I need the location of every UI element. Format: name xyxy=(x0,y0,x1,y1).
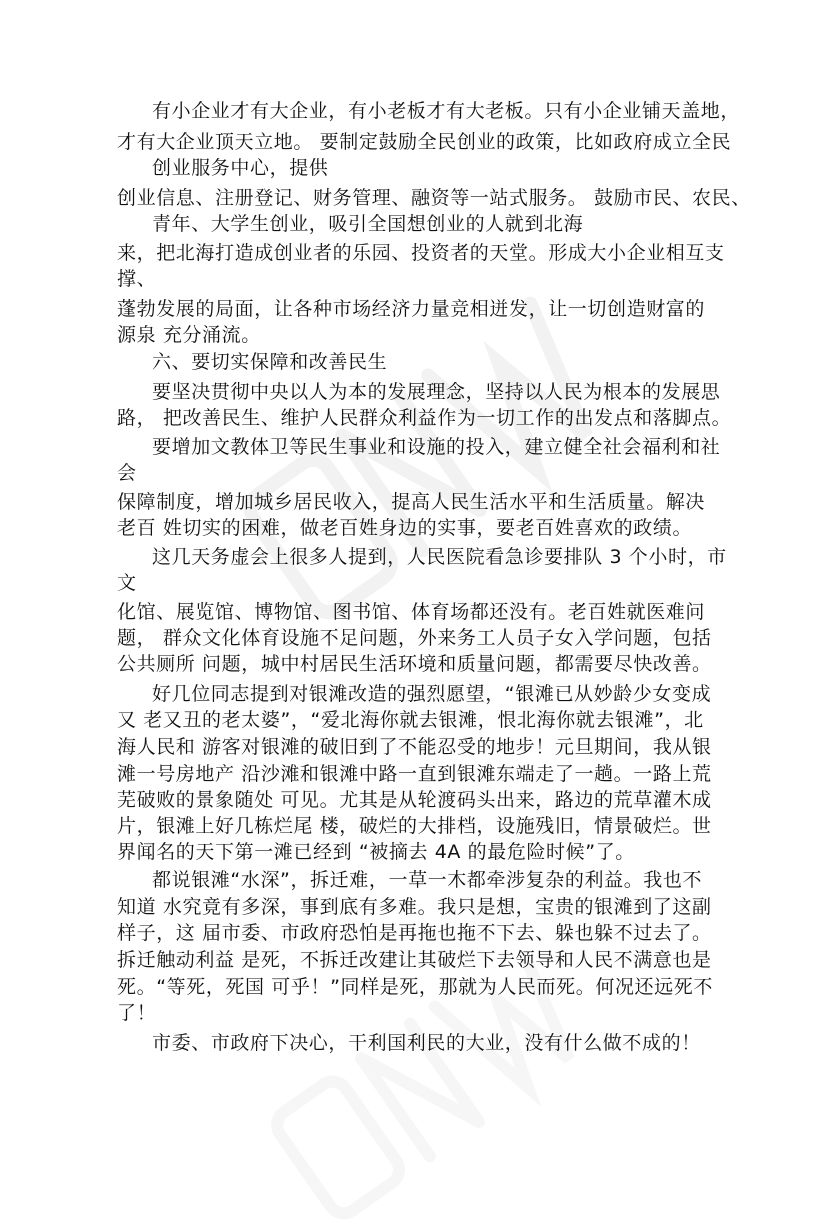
text-line: 公共厕所 问题，城中村居民生活环境和质量问题，都需要尽快改善。 xyxy=(117,653,712,675)
text-line: 海人民和 游客对银滩的破旧到了不能忍受的地步！元旦期间，我从银 xyxy=(117,736,712,758)
text-line: 好几位同志提到对银滩改造的强烈愿望，“银滩已从妙龄少女变成 xyxy=(152,683,712,705)
text-line: 化馆、展览馆、博物馆、图书馆、体育场都还没有。老百姓就医难问 xyxy=(117,601,706,623)
text-line: 创业信息、注册登记、财务管理、融资等一站式服务。 鼓励市民、农民、 xyxy=(117,187,751,209)
text-line: 知道 水究竟有多深，事到底有多难。我只是想，宝贵的银滩到了这副 xyxy=(117,896,712,918)
text-line: 市委、市政府下决心，干利国利民的大业，没有什么做不成的！ xyxy=(152,1032,701,1054)
text-line: 题， 群众文化体育设施不足问题，外来务工人员子女入学问题，包括 xyxy=(117,627,712,649)
text-line: 片，银滩上好几栋烂尾 楼，破烂的大排档，设施残旧，情景破烂。世 xyxy=(117,815,712,837)
watermark-icon xyxy=(240,960,600,1220)
section-heading: 六、要切实保障和改善民生 xyxy=(152,351,388,373)
text-line: 源泉 充分涌流。 xyxy=(117,324,261,346)
text-line: 死。“等死，死国 可乎！”同样是死，那就为人民而死。何况还远死不 xyxy=(117,976,713,998)
text-line: 样子，这 届市委、市政府恐怕是再拖也拖不下去、躲也躲不过去了。 xyxy=(117,922,712,944)
text-line: 芜破败的景象随处 可见。尤其是从轮渡码头出来，路边的荒草灌木成 xyxy=(117,789,712,811)
text-line: 拆迁触动利益 是死，不拆迁改建让其破烂下去领导和人民不满意也是 xyxy=(117,949,712,971)
text-line: 了！ xyxy=(117,1002,157,1024)
text-line: 来，把北海打造成创业者的乐园、投资者的天堂。形成大小企业相互支 xyxy=(117,242,725,264)
text-line: 这几天务虚会上很多人提到，人民医院看急诊要排队 3 个小时，市 xyxy=(152,546,727,568)
text-line: 有小企业才有大企业，有小老板才有大老板。只有小企业铺天盖地， xyxy=(152,100,741,122)
text-line: 老百 姓切实的困难，做老百姓身边的实事，要老百姓喜欢的政绩。 xyxy=(117,517,693,539)
text-line: 创业服务中心，提供 xyxy=(152,157,329,179)
text-line: 青年、大学生创业，吸引全国想创业的人就到北海 xyxy=(152,213,584,235)
text-line: 界闻名的天下第一滩已经到 “被摘去 4A 的最危险时候”了。 xyxy=(117,841,635,863)
text-line: 都说银滩“水深”，拆迁难，一草一木都牵涉复杂的利益。我也不 xyxy=(152,869,703,891)
text-line: 要坚决贯彻中央以人为本的发展理念，坚持以人民为根本的发展思 xyxy=(152,381,721,403)
text-line: 又 老又丑的老太婆”，“爱北海你就去银滩，恨北海你就去银滩”，北 xyxy=(117,709,704,731)
text-line: 文 xyxy=(117,572,137,594)
text-line: 滩一号房地产 沿沙滩和银滩中路一直到银滩东端走了一趟。一路上荒 xyxy=(117,763,712,785)
text-line: 才有大企业顶天立地。 要制定鼓励全民创业的政策，比如政府成立全民 xyxy=(117,131,732,153)
text-line: 要增加文教体卫等民生事业和设施的投入，建立健全社会福利和社 xyxy=(152,436,721,458)
text-line: 保障制度，增加城乡居民收入，提高人民生活水平和生活质量。解决 xyxy=(117,491,706,513)
text-line: 蓬勃发展的局面，让各种市场经济力量竞相迸发，让一切创造财富的 xyxy=(117,298,706,320)
text-line: 会 xyxy=(117,462,137,484)
text-line: 撑、 xyxy=(117,268,157,290)
text-line: 路， 把改善民生、维护人民群众利益作为一切工作的出发点和落脚点。 xyxy=(117,407,732,429)
